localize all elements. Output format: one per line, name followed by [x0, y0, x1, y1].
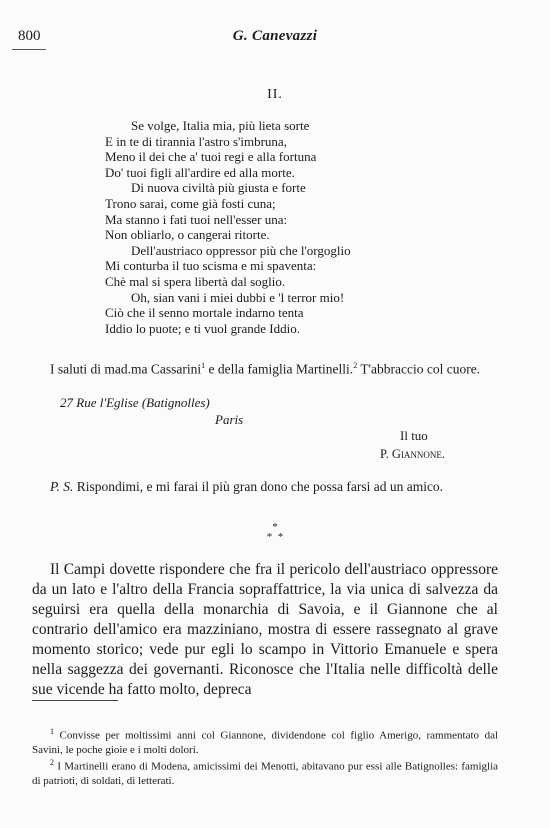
separator-star-right: * [277, 531, 284, 543]
postscript-text: Rispondimi, e mi farai il più gran dono che possa farsi ad un amico. [73, 479, 444, 494]
poem-line: Trono sarai, come già fosti cuna; [105, 195, 276, 211]
postscript-label: P. S. [50, 479, 74, 494]
closing: Il tuo [400, 428, 428, 443]
address: 27 Rue l'Eglise (Batignolles) [60, 395, 210, 410]
poem-line: Dell'austriaco oppressor più che l'orgoglio [131, 242, 351, 258]
main-text: Il Campi dovette rispondere che fra il pericolo dell'austriaco oppressore da un lato e l'altro della Francia sopraffattrice, la via unica di salvezza da seguirsi era quella della monarchia di Savoia, e il Giannone che al contrario dell'amico era mazziniano, mostra di essere rassegnato al grave momento storico; vede pur egli lo scampo in Vittorio Emanuele e spera nella saggezza dei governanti. Riconosce che l'Italia nelle difficoltà delle sue vicende ha fatto molto, depreca [32, 561, 498, 698]
footnote-1 [32, 725, 498, 758]
poem-line: Di nuova civiltà più giusta e forte [131, 180, 306, 196]
poem-line: Mi conturba il tuo scisma e mi spaventa: [105, 258, 317, 274]
footnote-ref-1: 1 [201, 361, 206, 370]
poem-line: Se volge, Italia mia, più lieta sorte [131, 118, 310, 133]
greeting-text-1: I saluti di mad.ma Cassarini [50, 361, 202, 377]
poem-line: Oh, sian vani i miei dubbi e 'l terror mio! [131, 289, 345, 305]
footnote-ref-2: 2 [353, 361, 358, 370]
greeting-text-3: T'abbraccio col cuore. [357, 361, 481, 377]
poem [105, 118, 351, 336]
footnote-rule [32, 700, 118, 701]
greeting-text-2: e della famiglia Martinelli. [205, 361, 354, 377]
poem-line: Meno il dei che a' tuoi regi e alla fortuna [105, 149, 317, 165]
poem-line: Iddio lo puote; e ti vuol grande Iddio. [105, 320, 300, 336]
footnote-text: I Martinelli erano di Modena, amicissimi dei Menotti, abitavano pur essi alle Batignolles: famiglia di patrioti, di soldati, di letterati. [32, 760, 499, 788]
section-separator [0, 522, 550, 542]
separator-star-left: * [266, 531, 273, 543]
main-paragraph [32, 560, 498, 700]
page-number: 800 [18, 28, 41, 44]
poem-line: E in te di tirannia l'astro s'imbruna, [105, 133, 287, 149]
postscript [32, 478, 496, 495]
poem-line: Ciò che il senno mortale indarno tenta [105, 305, 304, 321]
poem-line: Ma stanno i fati tuoi nell'esser una: [105, 211, 288, 227]
footnote-number: 1 [50, 727, 54, 736]
footnote-number: 2 [50, 758, 54, 767]
header-rule [12, 49, 46, 50]
running-title: G. Canevazzi [232, 28, 318, 44]
city: Paris [215, 412, 244, 427]
footnote-2 [32, 756, 498, 789]
signature: P. Giannone. [380, 447, 445, 461]
section-number: II. [267, 87, 283, 102]
poem-line: Non obliarlo, o cangerai ritorte. [105, 227, 270, 243]
poem-line: Do' tuoi figli all'ardire ed alla morte. [105, 164, 295, 180]
separator-star-top: * [272, 521, 278, 533]
poem-line: Chè mal si spera libertà dal soglio. [105, 273, 286, 289]
footnote-text: Convisse per moltissimi anni col Giannone, dividendone col figlio Amerigo, rammentato dal Savini, le poche gioie e i molti dolori. [32, 729, 499, 757]
greeting-paragraph [32, 357, 496, 378]
